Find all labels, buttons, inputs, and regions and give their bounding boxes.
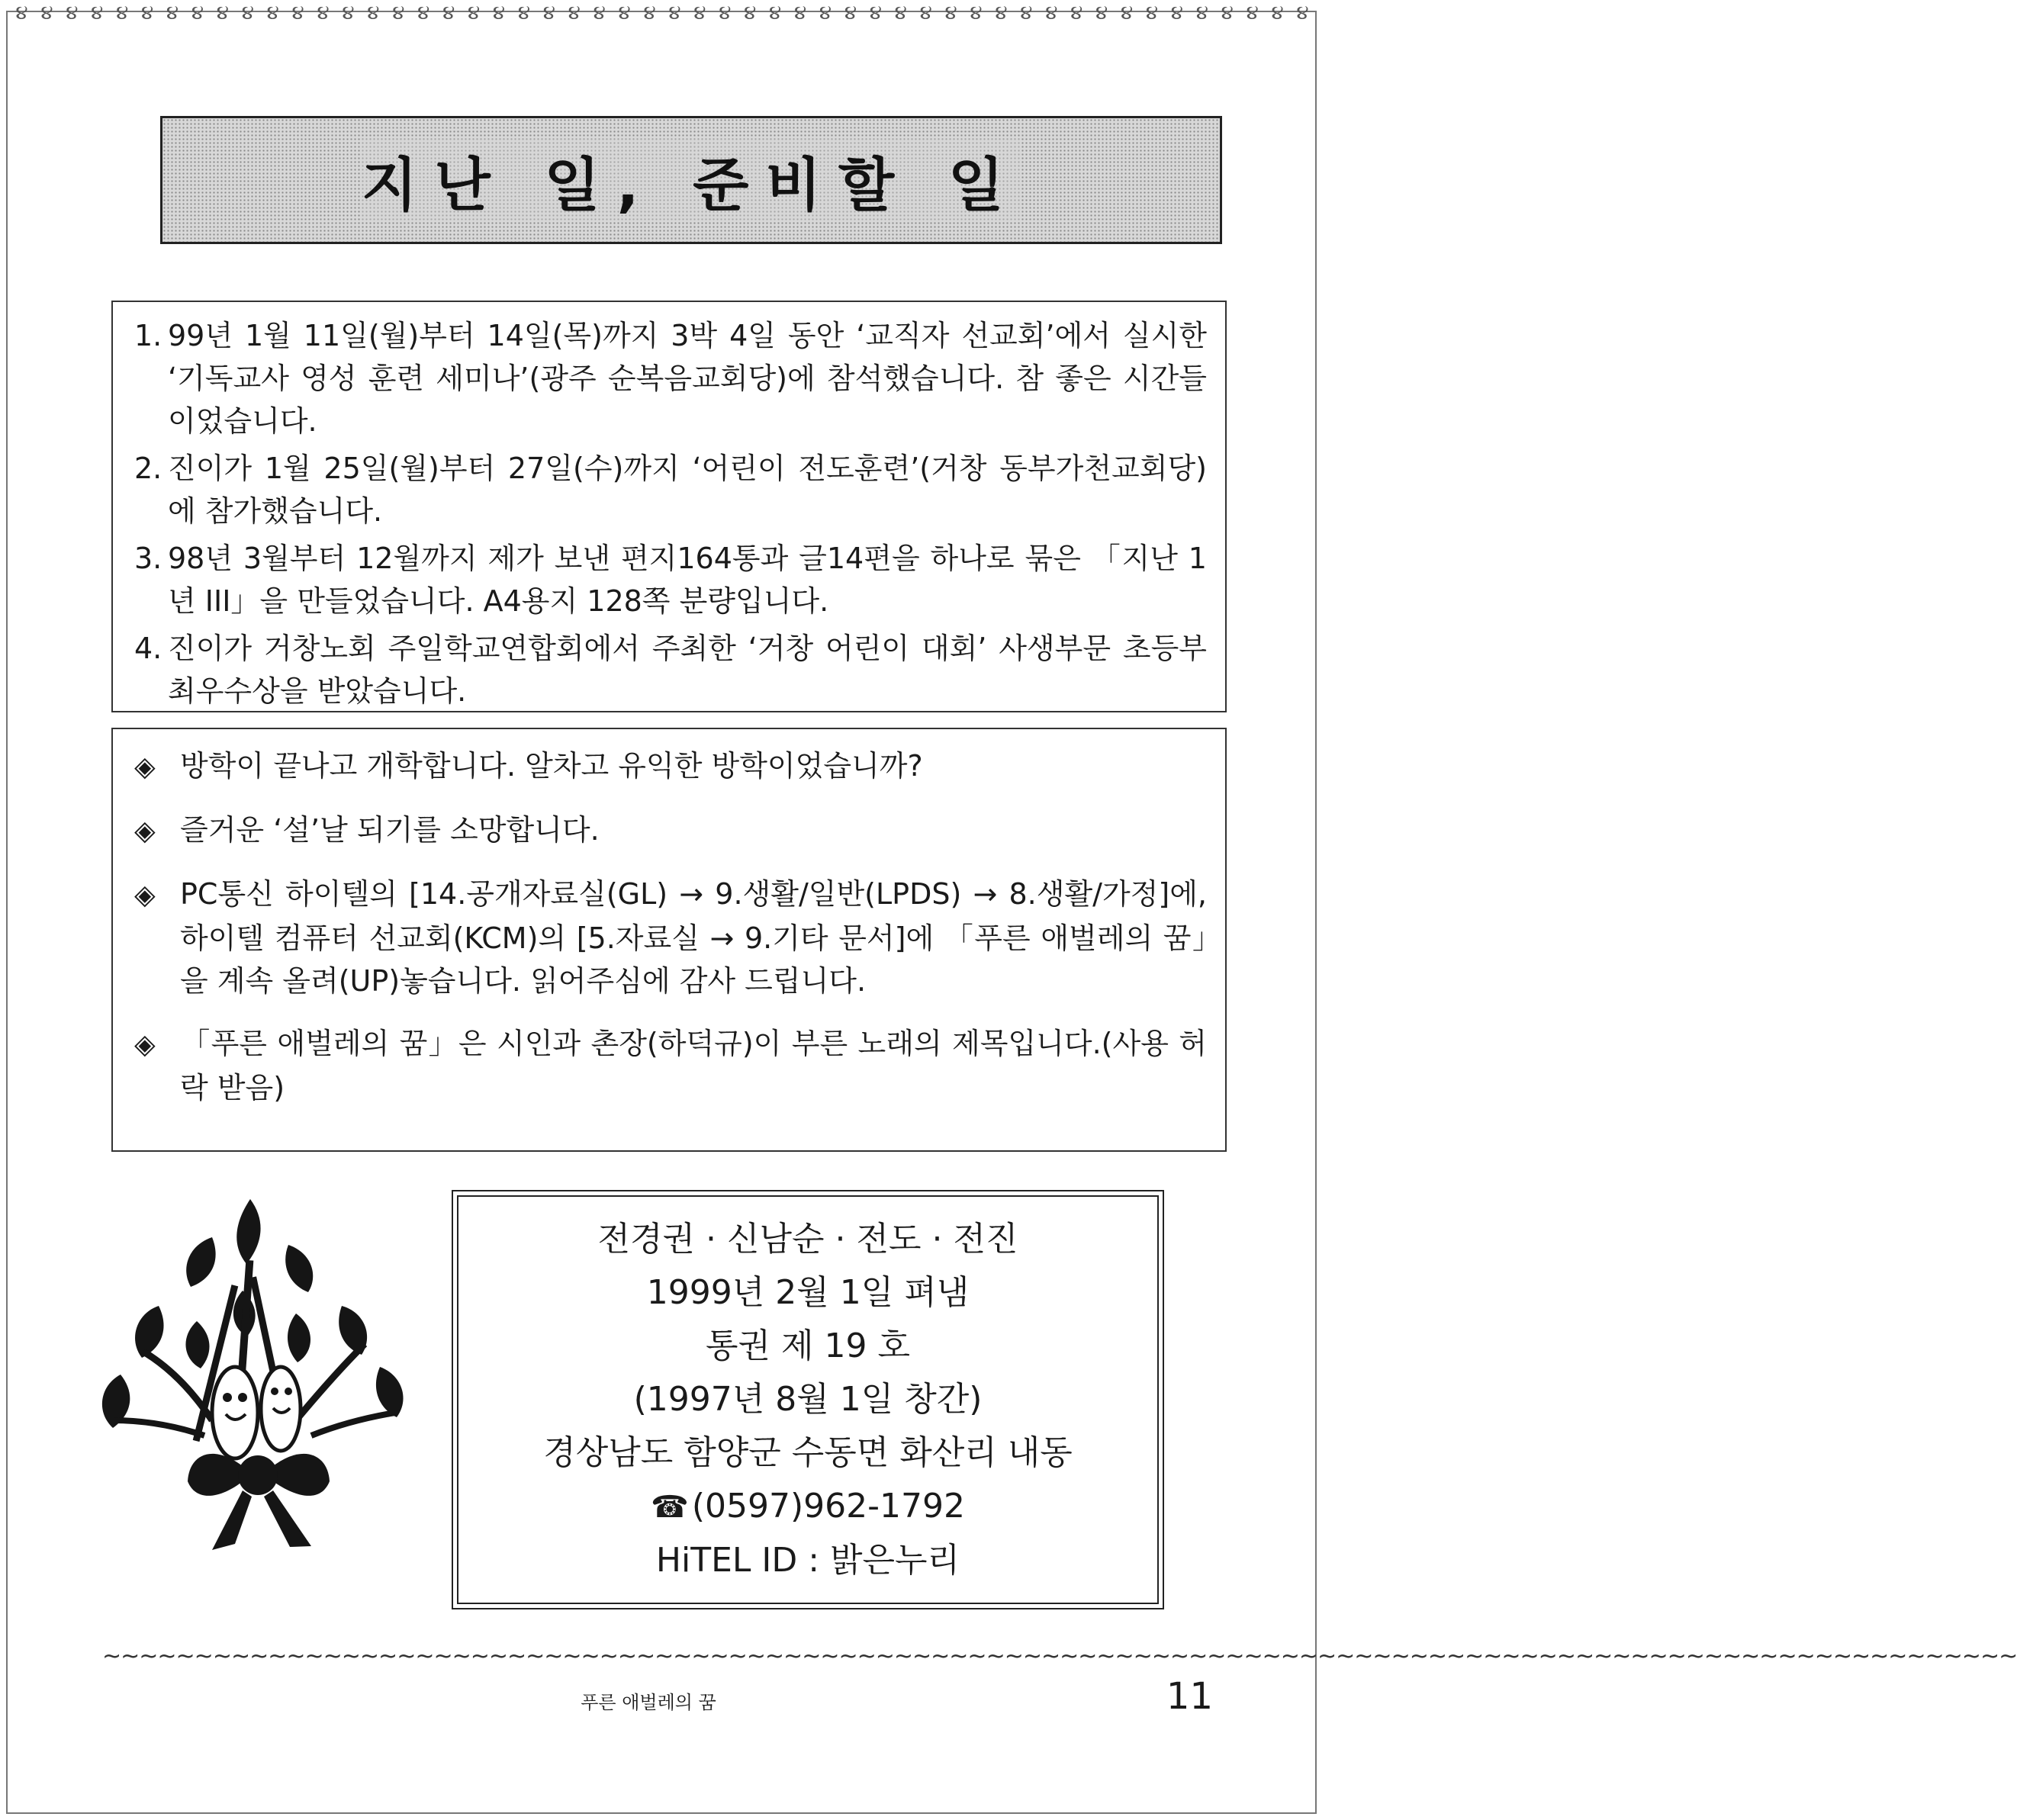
note-item: ◈ 즐거운 ‘설’날 되기를 소망합니다.: [134, 809, 1207, 853]
page-title-banner: [160, 116, 1222, 244]
phone-number: (0597)962-1792: [691, 1486, 965, 1526]
published-date: 1999년 2월 1일 펴냄: [646, 1272, 970, 1312]
issue-number: 통권 제 19 호: [706, 1326, 910, 1365]
past-event-item: 2. 진이가 1월 25일(월)부터 27일(수)까지 ‘어린이 전도훈련’(거창 동부가천교회당)에 참가했습니다.: [134, 452, 1207, 528]
caterpillar-bouquet-illustration: [90, 1191, 449, 1565]
past-event-item: 4. 진이가 거창노회 주일학교연합회에서 주최한 ‘거창 어린이 대회’ 사생부문 초등부 최우수상을 받았습니다.: [134, 632, 1207, 708]
diamond-bullet-icon: ◈: [134, 751, 156, 783]
authors: 전경권 · 신남순 · 전도 · 전진: [597, 1219, 1018, 1259]
publication-info-box: [452, 1190, 1164, 1609]
wavy-divider: ~~~~~~~~~~~~~~~~~~~~~~~~~~~~~~~~~~~~~~~~~~~~~~~~~~~~~~~~~~~~~~~~~~~~~~~~~~~~~~~~~~~~~~~~~~~~~~~~~~~~~~~~: [102, 1643, 2017, 1670]
founded-date: (1997년 8월 1일 창간): [633, 1379, 983, 1419]
past-event-item: 3. 98년 3월부터 12월까지 제가 보낸 편지164통과 글14편을 하나로 묶은 「지난 1년 III」을 만들었습니다. A4용지 128쪽 분량입니다.: [134, 542, 1207, 618]
address: 경상남도 함양군 수동면 화산리 내동: [543, 1433, 1073, 1472]
page-number: 11: [1166, 1675, 1213, 1718]
notes-box: [111, 728, 1227, 1152]
spiral-binding: ૪ ૪ ૪ ૪ ૪ ૪ ૪ ૪ ૪ ૪ ૪ ૪ ૪ ૪ ૪ ૪ ૪ ૪ ૪ ૪ ૪ ૪ ૪ ૪ ૪ ૪ ૪ ૪ ૪ ૪ ૪ ૪ ૪ ૪ ૪ ૪ ૪ ૪ ૪ ૪ ૪ ૪ ૪ ૪ ૪ ૪ ૪ ૪ ૪ ૪ ૪ ૪: [15, 1, 1309, 24]
hitel-id: HiTEL ID : 밝은누리: [655, 1540, 960, 1580]
phone-line: [651, 1480, 965, 1534]
diamond-bullet-icon: ◈: [134, 879, 156, 911]
note-item: ◈ 「푸른 애벌레의 꿈」은 시인과 촌장(하덕규)이 부른 노래의 제목입니다.(사용 허락 받음): [134, 1022, 1207, 1109]
diamond-bullet-icon: ◈: [134, 815, 156, 847]
note-item: ◈ 방학이 끝나고 개학합니다. 알차고 유익한 방학이었습니까?: [134, 744, 1207, 789]
diamond-bullet-icon: ◈: [134, 1029, 156, 1060]
footer-title: 푸른 애벌레의 꿈: [581, 1692, 716, 1713]
telephone-icon: ☎: [651, 1489, 689, 1525]
page-title: 지난 일, 준비할 일: [362, 139, 1021, 222]
publication-info-inner: [457, 1195, 1159, 1604]
note-item: ◈ PC통신 하이텔의 [14.공개자료실(GL) → 9.생활/일반(LPDS) → 8.생활/가정]에, 하이텔 컴퓨터 선교회(KCM)의 [5.자료실 → 9.기타 문서]에 「푸른 애벌레의 꿈」을 계속 올려(UP)놓습니다. 읽어주심에 감사 드립니다.: [134, 873, 1207, 1002]
past-event-item: 1. 99년 1월 11일(월)부터 14일(목)까지 3박 4일 동안 ‘교직자 선교회’에서 실시한 ‘기독교사 영성 훈련 세미나’(광주 순복음교회당)에 참석했습니다. 참 좋은 시간들이었습니다.: [134, 319, 1207, 438]
past-events-box: [111, 301, 1227, 712]
